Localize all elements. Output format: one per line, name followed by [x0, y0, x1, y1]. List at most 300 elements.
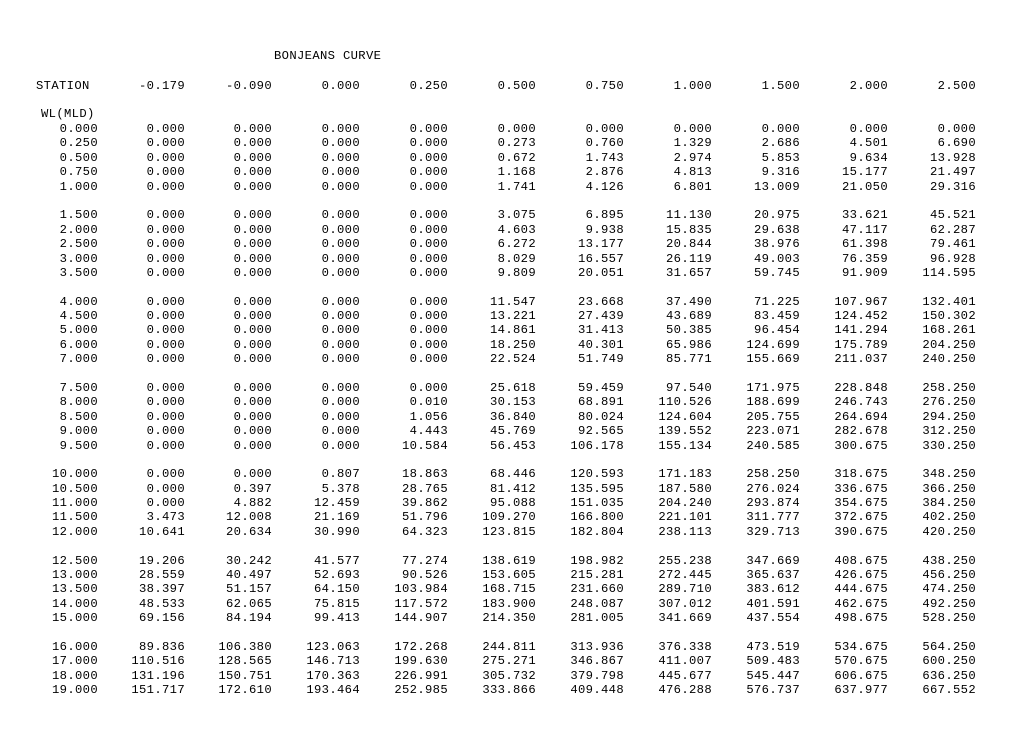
area-value: 0.000	[409, 323, 448, 338]
station-header: -0.179	[139, 79, 185, 93]
table-row	[0, 208, 1026, 222]
area-value: 0.000	[146, 251, 185, 266]
area-value: 168.261	[922, 323, 976, 338]
area-value: 0.000	[321, 208, 360, 223]
area-value: 61.398	[842, 237, 888, 252]
area-value: 289.710	[658, 582, 712, 597]
area-value: 183.900	[482, 596, 536, 611]
area-value: 346.867	[570, 654, 624, 669]
area-value: 14.861	[490, 323, 536, 338]
area-value: 25.618	[490, 380, 536, 395]
area-value: 0.000	[233, 438, 272, 453]
area-value: 329.713	[746, 524, 800, 539]
area-value: 5.853	[761, 150, 800, 165]
waterline-value: 0.500	[59, 150, 98, 165]
area-value: 445.677	[658, 668, 712, 683]
area-value: 11.130	[666, 208, 712, 223]
area-value: 56.453	[490, 438, 536, 453]
area-value: 188.699	[746, 395, 800, 410]
area-value: 365.637	[746, 567, 800, 582]
area-value: 444.675	[834, 582, 888, 597]
table-row	[0, 151, 1026, 165]
area-value: 275.271	[482, 654, 536, 669]
table-row	[0, 424, 1026, 438]
area-value: 187.580	[658, 481, 712, 496]
area-value: 15.835	[666, 222, 712, 237]
area-value: 172.610	[218, 683, 272, 697]
waterline-value: 7.500	[59, 380, 98, 395]
area-value: 0.000	[233, 409, 272, 424]
area-value: 0.000	[233, 467, 272, 482]
area-value: 0.000	[233, 208, 272, 223]
area-value: 91.909	[842, 265, 888, 280]
waterline-label: WL(MLD)	[41, 107, 95, 121]
area-value: 6.272	[497, 237, 536, 252]
area-value: 0.000	[321, 337, 360, 352]
area-value: 402.250	[922, 510, 976, 525]
area-value: 606.675	[834, 668, 888, 683]
area-value: 20.634	[226, 524, 272, 539]
area-value: 155.669	[746, 352, 800, 367]
area-value: 0.000	[146, 294, 185, 309]
station-header: 0.750	[585, 79, 624, 93]
area-value: 0.000	[409, 222, 448, 237]
area-value: 96.454	[754, 323, 800, 338]
area-value: 0.000	[146, 122, 185, 136]
table-row	[0, 323, 1026, 337]
area-value: 28.765	[402, 481, 448, 496]
table-row	[0, 597, 1026, 611]
area-value: 171.183	[658, 467, 712, 482]
table-row	[0, 338, 1026, 352]
area-value: 318.675	[834, 467, 888, 482]
area-value: 23.668	[578, 294, 624, 309]
area-value: 3.473	[146, 510, 185, 525]
table-row	[0, 669, 1026, 683]
area-value: 120.593	[570, 467, 624, 482]
area-value: 0.000	[233, 323, 272, 338]
area-value: 75.815	[314, 596, 360, 611]
area-value: 307.012	[658, 596, 712, 611]
area-value: 0.000	[233, 395, 272, 410]
area-value: 170.363	[306, 668, 360, 683]
area-value: 39.862	[402, 496, 448, 510]
area-value: 9.316	[761, 165, 800, 180]
area-value: 348.250	[922, 467, 976, 482]
area-value: 408.675	[834, 553, 888, 568]
area-value: 38.976	[754, 237, 800, 252]
area-value: 123.063	[306, 639, 360, 654]
area-value: 0.760	[585, 136, 624, 151]
area-value: 462.675	[834, 596, 888, 611]
area-value: 0.000	[233, 150, 272, 165]
area-value: 124.604	[658, 409, 712, 424]
area-value: 124.452	[834, 309, 888, 323]
table-row	[0, 439, 1026, 453]
area-value: 0.000	[146, 150, 185, 165]
area-value: 0.000	[233, 265, 272, 280]
area-value: 564.250	[922, 639, 976, 654]
waterline-value: 7.000	[59, 352, 98, 367]
waterline-value: 0.750	[59, 165, 98, 180]
area-value: 0.000	[146, 496, 185, 510]
table-row	[0, 582, 1026, 596]
area-value: 0.000	[233, 294, 272, 309]
area-value: 347.669	[746, 553, 800, 568]
station-header: 0.000	[321, 79, 360, 93]
area-value: 0.000	[146, 438, 185, 453]
area-value: 30.990	[314, 524, 360, 539]
waterline-value: 2.000	[59, 222, 98, 237]
area-value: 204.250	[922, 337, 976, 352]
area-value: 0.000	[146, 395, 185, 410]
area-value: 85.771	[666, 352, 712, 367]
area-value: 2.876	[585, 165, 624, 180]
area-value: 0.000	[409, 251, 448, 266]
area-value: 41.577	[314, 553, 360, 568]
area-value: 4.882	[233, 496, 272, 510]
area-value: 437.554	[746, 611, 800, 626]
area-value: 45.521	[930, 208, 976, 223]
report-title: BONJEANS CURVE	[274, 49, 382, 63]
area-value: 8.029	[497, 251, 536, 266]
area-value: 476.288	[658, 683, 712, 697]
area-value: 0.000	[233, 165, 272, 180]
area-value: 0.000	[849, 122, 888, 136]
area-value: 90.526	[402, 567, 448, 582]
area-value: 172.268	[394, 639, 448, 654]
area-value: 151.717	[131, 683, 185, 697]
area-value: 0.000	[321, 265, 360, 280]
area-value: 97.540	[666, 380, 712, 395]
area-value: 4.501	[849, 136, 888, 151]
waterline-value: 12.000	[52, 524, 98, 539]
area-value: 0.000	[761, 122, 800, 136]
area-value: 13.221	[490, 309, 536, 323]
area-value: 228.848	[834, 380, 888, 395]
waterline-value: 10.000	[52, 467, 98, 482]
area-value: 110.516	[131, 654, 185, 669]
area-value: 89.836	[139, 639, 185, 654]
area-value: 0.000	[497, 122, 536, 136]
table-row	[0, 568, 1026, 582]
area-value: 153.605	[482, 567, 536, 582]
area-value: 0.000	[409, 122, 448, 136]
waterline-value: 13.000	[52, 567, 98, 582]
area-value: 240.250	[922, 352, 976, 367]
waterline-value: 4.000	[59, 294, 98, 309]
area-value: 383.612	[746, 582, 800, 597]
area-value: 341.669	[658, 611, 712, 626]
area-value: 3.075	[497, 208, 536, 223]
area-value: 4.126	[585, 179, 624, 194]
area-value: 10.584	[402, 438, 448, 453]
area-value: 0.000	[233, 237, 272, 252]
table-row	[0, 165, 1026, 179]
area-value: 9.809	[497, 265, 536, 280]
area-value: 0.000	[146, 237, 185, 252]
table-row	[0, 266, 1026, 280]
area-value: 0.000	[146, 179, 185, 194]
area-value: 31.657	[666, 265, 712, 280]
area-value: 48.533	[139, 596, 185, 611]
area-value: 10.641	[139, 524, 185, 539]
area-value: 205.755	[746, 409, 800, 424]
area-value: 117.572	[394, 596, 448, 611]
area-value: 21.169	[314, 510, 360, 525]
table-row	[0, 654, 1026, 668]
area-value: 15.177	[842, 165, 888, 180]
area-value: 498.675	[834, 611, 888, 626]
area-value: 109.270	[482, 510, 536, 525]
area-value: 49.003	[754, 251, 800, 266]
area-value: 62.065	[226, 596, 272, 611]
area-value: 0.000	[409, 309, 448, 323]
area-value: 600.250	[922, 654, 976, 669]
area-value: 9.634	[849, 150, 888, 165]
area-value: 95.088	[490, 496, 536, 510]
area-value: 1.056	[409, 409, 448, 424]
area-value: 96.928	[930, 251, 976, 266]
waterline-value: 19.000	[52, 683, 98, 697]
area-value: 0.000	[146, 208, 185, 223]
area-value: 43.689	[666, 309, 712, 323]
area-value: 0.000	[409, 380, 448, 395]
area-value: 366.250	[922, 481, 976, 496]
area-value: 0.000	[146, 309, 185, 323]
area-value: 281.005	[570, 611, 624, 626]
table-row	[0, 410, 1026, 424]
area-value: 123.815	[482, 524, 536, 539]
area-value: 231.660	[570, 582, 624, 597]
area-value: 51.749	[578, 352, 624, 367]
area-value: 21.050	[842, 179, 888, 194]
area-value: 0.000	[409, 352, 448, 367]
area-value: 33.621	[842, 208, 888, 223]
area-value: 0.000	[321, 409, 360, 424]
area-value: 50.385	[666, 323, 712, 338]
area-value: 0.000	[146, 481, 185, 496]
area-value: 0.000	[409, 265, 448, 280]
area-value: 1.743	[585, 150, 624, 165]
area-value: 69.156	[139, 611, 185, 626]
area-value: 372.675	[834, 510, 888, 525]
area-value: 4.603	[497, 222, 536, 237]
area-value: 401.591	[746, 596, 800, 611]
station-header: 0.250	[409, 79, 448, 93]
area-value: 150.751	[218, 668, 272, 683]
area-value: 79.461	[930, 237, 976, 252]
area-value: 570.675	[834, 654, 888, 669]
area-value: 1.741	[497, 179, 536, 194]
area-value: 246.743	[834, 395, 888, 410]
area-value: 0.000	[233, 251, 272, 266]
area-value: 2.686	[761, 136, 800, 151]
station-label: STATION	[36, 79, 90, 93]
area-value: 59.745	[754, 265, 800, 280]
area-value: 376.338	[658, 639, 712, 654]
area-value: 0.000	[409, 165, 448, 180]
area-value: 258.250	[922, 380, 976, 395]
area-value: 0.010	[409, 395, 448, 410]
table-row	[0, 496, 1026, 510]
area-value: 106.380	[218, 639, 272, 654]
area-value: 333.866	[482, 683, 536, 697]
area-value: 215.281	[570, 567, 624, 582]
area-value: 276.250	[922, 395, 976, 410]
area-value: 0.000	[321, 352, 360, 367]
area-value: 45.769	[490, 424, 536, 439]
area-value: 131.196	[131, 668, 185, 683]
area-value: 438.250	[922, 553, 976, 568]
area-value: 0.000	[321, 251, 360, 266]
area-value: 0.000	[409, 337, 448, 352]
area-value: 223.071	[746, 424, 800, 439]
waterline-value: 6.000	[59, 337, 98, 352]
area-value: 0.000	[321, 438, 360, 453]
waterline-value: 0.000	[59, 122, 98, 136]
area-value: 0.000	[233, 136, 272, 151]
area-value: 0.000	[146, 323, 185, 338]
station-header: 1.500	[761, 79, 800, 93]
area-value: 0.000	[233, 352, 272, 367]
area-value: 0.000	[321, 309, 360, 323]
waterline-value: 2.500	[59, 237, 98, 252]
area-value: 6.895	[585, 208, 624, 223]
area-value: 0.000	[409, 179, 448, 194]
area-value: 51.796	[402, 510, 448, 525]
area-value: 103.984	[394, 582, 448, 597]
waterline-value: 9.000	[59, 424, 98, 439]
area-value: 226.991	[394, 668, 448, 683]
area-value: 0.000	[233, 122, 272, 136]
area-value: 313.936	[570, 639, 624, 654]
area-value: 150.302	[922, 309, 976, 323]
area-value: 0.000	[321, 165, 360, 180]
area-value: 135.595	[570, 481, 624, 496]
area-value: 52.693	[314, 567, 360, 582]
area-value: 80.024	[578, 409, 624, 424]
waterline-value: 13.500	[52, 582, 98, 597]
area-value: 28.559	[139, 567, 185, 582]
area-value: 636.250	[922, 668, 976, 683]
waterline-value: 10.500	[52, 481, 98, 496]
area-value: 107.967	[834, 294, 888, 309]
waterline-value: 1.500	[59, 208, 98, 223]
area-value: 20.844	[666, 237, 712, 252]
area-value: 175.789	[834, 337, 888, 352]
area-value: 31.413	[578, 323, 624, 338]
table-row	[0, 510, 1026, 524]
area-value: 81.412	[490, 481, 536, 496]
table-row	[0, 252, 1026, 266]
area-value: 0.000	[321, 380, 360, 395]
area-value: 379.798	[570, 668, 624, 683]
area-value: 18.250	[490, 337, 536, 352]
area-value: 1.168	[497, 165, 536, 180]
area-value: 456.250	[922, 567, 976, 582]
area-value: 199.630	[394, 654, 448, 669]
area-value: 211.037	[834, 352, 888, 367]
area-value: 198.982	[570, 553, 624, 568]
station-header: 2.000	[849, 79, 888, 93]
table-row	[0, 683, 1026, 697]
area-value: 36.840	[490, 409, 536, 424]
area-value: 20.975	[754, 208, 800, 223]
area-value: 0.000	[321, 323, 360, 338]
area-value: 0.000	[673, 122, 712, 136]
area-value: 221.101	[658, 510, 712, 525]
area-value: 29.316	[930, 179, 976, 194]
area-value: 1.329	[673, 136, 712, 151]
area-value: 139.552	[658, 424, 712, 439]
area-value: 576.737	[746, 683, 800, 697]
area-value: 528.250	[922, 611, 976, 626]
table-row	[0, 395, 1026, 409]
area-value: 6.801	[673, 179, 712, 194]
waterline-value: 17.000	[52, 654, 98, 669]
area-value: 0.000	[321, 122, 360, 136]
area-value: 11.547	[490, 294, 536, 309]
area-value: 0.000	[409, 136, 448, 151]
area-value: 214.350	[482, 611, 536, 626]
area-value: 12.008	[226, 510, 272, 525]
area-value: 473.519	[746, 639, 800, 654]
area-value: 0.000	[937, 122, 976, 136]
area-value: 12.459	[314, 496, 360, 510]
area-value: 40.497	[226, 567, 272, 582]
station-header: 1.000	[673, 79, 712, 93]
waterline-value: 5.000	[59, 323, 98, 338]
area-value: 293.874	[746, 496, 800, 510]
area-value: 0.000	[321, 150, 360, 165]
area-value: 29.638	[754, 222, 800, 237]
area-value: 409.448	[570, 683, 624, 697]
table-row	[0, 381, 1026, 395]
station-header: 0.500	[497, 79, 536, 93]
area-value: 65.986	[666, 337, 712, 352]
waterline-value: 8.000	[59, 395, 98, 410]
area-value: 0.000	[146, 165, 185, 180]
area-value: 509.483	[746, 654, 800, 669]
area-value: 71.225	[754, 294, 800, 309]
area-value: 13.928	[930, 150, 976, 165]
waterline-value: 3.000	[59, 251, 98, 266]
area-value: 16.557	[578, 251, 624, 266]
area-value: 238.113	[658, 524, 712, 539]
table-row	[0, 309, 1026, 323]
area-value: 182.804	[570, 524, 624, 539]
station-header-row	[0, 79, 1026, 94]
area-value: 534.675	[834, 639, 888, 654]
area-value: 0.000	[321, 179, 360, 194]
area-value: 272.445	[658, 567, 712, 582]
area-value: 4.813	[673, 165, 712, 180]
area-value: 20.051	[578, 265, 624, 280]
area-value: 282.678	[834, 424, 888, 439]
station-header: 2.500	[937, 79, 976, 93]
area-value: 124.699	[746, 337, 800, 352]
area-value: 0.000	[233, 424, 272, 439]
area-value: 312.250	[922, 424, 976, 439]
area-value: 0.000	[321, 294, 360, 309]
area-value: 37.490	[666, 294, 712, 309]
area-value: 0.807	[321, 467, 360, 482]
area-value: 264.694	[834, 409, 888, 424]
waterline-value: 14.000	[52, 596, 98, 611]
area-value: 99.413	[314, 611, 360, 626]
area-value: 0.000	[146, 222, 185, 237]
